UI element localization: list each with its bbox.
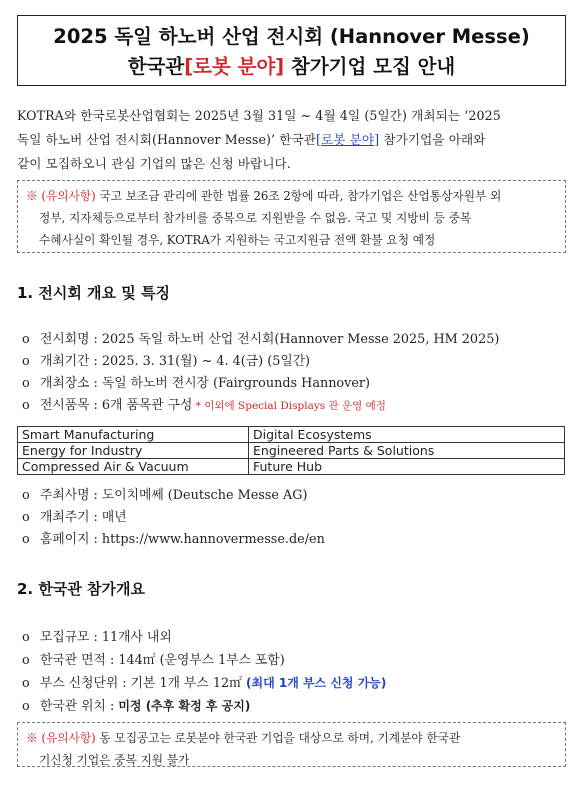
notice-2-line-1 bbox=[26, 727, 557, 749]
bullet-icon: o bbox=[22, 532, 30, 547]
list-item bbox=[22, 507, 570, 529]
subtitle-prefix: 한국관 bbox=[127, 55, 185, 78]
list-item bbox=[22, 395, 570, 417]
table-cell: Digital Ecosystems bbox=[249, 427, 565, 443]
intro-highlight: [로봇 분야] bbox=[316, 132, 380, 147]
intro-line-3: 같이 모집하오니 관심 기업의 많은 신청 바랍니다. bbox=[17, 156, 292, 171]
list-item bbox=[22, 529, 570, 551]
products-note: * 이외에 Special Displays 관 운영 예정 bbox=[192, 400, 386, 412]
title-box bbox=[17, 15, 566, 86]
notice-1-text-1: 국고 보조금 관리에 관한 법률 26조 2항에 따라, 참가기업은 산업통상자원부 외 bbox=[95, 189, 502, 203]
product-table bbox=[17, 426, 565, 475]
list-item bbox=[22, 329, 570, 351]
notice-box-1 bbox=[17, 180, 566, 253]
bullet-icon: o bbox=[22, 630, 30, 645]
table-cell: Smart Manufacturing bbox=[18, 427, 249, 443]
subtitle-highlight: [로봇 분야] bbox=[184, 55, 285, 78]
list-item bbox=[22, 351, 570, 373]
products-label: 전시품목 : 6개 품목관 구성 bbox=[40, 398, 193, 413]
subtitle-suffix: 참가기업 모집 안내 bbox=[284, 55, 456, 78]
notice-2-text-1: 동 모집공고는 로봇분야 한국관 기업을 대상으로 하며, 기계분야 한국관 bbox=[95, 731, 461, 745]
notice-1-line-2: 정부, 지자체등으로부터 참가비를 중복으로 지원받을 수 없음. 국고 및 지방비 등 중복 bbox=[39, 211, 472, 225]
list-item bbox=[22, 485, 570, 507]
section-2-list bbox=[22, 626, 570, 718]
section-1-heading: 1. 전시회 개요 및 특징 bbox=[17, 284, 170, 302]
intro-paragraph bbox=[17, 104, 569, 176]
list-item-text: 개최주기 : 매년 bbox=[40, 510, 127, 525]
table-cell: Future Hub bbox=[249, 459, 565, 475]
booth-limit-highlight: (최대 1개 부스 신청 가능) bbox=[246, 676, 387, 690]
bullet-icon: o bbox=[22, 354, 30, 369]
page-title: 2025 독일 하노버 산업 전시회 (Hannover Messe) bbox=[53, 25, 530, 48]
homepage-link[interactable]: 홈페이지 : https://www.hannovermesse.de/en bbox=[40, 532, 325, 547]
list-item-text: 한국관 면적 : 144㎡ (운영부스 1부스 포함) bbox=[40, 653, 285, 668]
list-item bbox=[22, 626, 570, 649]
bullet-icon: o bbox=[22, 699, 30, 714]
notice-1-line-1 bbox=[26, 185, 557, 207]
bullet-icon: o bbox=[22, 398, 30, 413]
list-item bbox=[22, 695, 570, 718]
intro-line-1: KOTRA와 한국로봇산업협회는 2025년 3월 31일 ~ 4월 4일 (5일간) 개최되는 ‘2025 bbox=[17, 108, 501, 123]
bullet-icon: o bbox=[22, 510, 30, 525]
intro-line-2-post: 참가기업을 아래와 bbox=[379, 132, 486, 147]
table-cell: Engineered Parts & Solutions bbox=[249, 443, 565, 459]
table-cell: Energy for Industry bbox=[18, 443, 249, 459]
list-item-text: 부스 신청단위 : 기본 1개 부스 12㎡ bbox=[40, 676, 246, 691]
section-1-list-2 bbox=[22, 485, 570, 551]
list-item bbox=[22, 672, 570, 695]
table-row bbox=[18, 459, 565, 475]
bullet-icon: o bbox=[22, 676, 30, 691]
bullet-icon: o bbox=[22, 653, 30, 668]
notice-2-line-2: 기신청 기업은 중복 지원 불가 bbox=[39, 753, 190, 767]
intro-line-2 bbox=[17, 128, 569, 152]
bullet-icon: o bbox=[22, 488, 30, 503]
location-highlight: 미정 (추후 확정 후 공지) bbox=[118, 699, 251, 713]
list-item bbox=[22, 649, 570, 672]
page-subtitle bbox=[18, 52, 565, 82]
notice-box-2 bbox=[17, 722, 566, 767]
section-1-list bbox=[22, 329, 570, 417]
list-item-text: 주최사명 : 도이치메쎄 (Deutsche Messe AG) bbox=[40, 488, 308, 503]
list-item-text: 한국관 위치 : bbox=[40, 699, 119, 714]
list-item bbox=[22, 373, 570, 395]
section-2-heading: 2. 한국관 참가개요 bbox=[17, 580, 146, 598]
notice-2-lead: ※ (유의사항) bbox=[26, 731, 96, 745]
list-item-text: 전시회명 : 2025 독일 하노버 산업 전시회(Hannover Messe 2025, HM 2025) bbox=[40, 332, 500, 347]
table-row bbox=[18, 427, 565, 443]
list-item-text: 개최기간 : 2025. 3. 31(월) ~ 4. 4(금) (5일간) bbox=[40, 354, 311, 369]
table-row bbox=[18, 443, 565, 459]
list-item-text: 모집규모 : 11개사 내외 bbox=[40, 630, 172, 645]
bullet-icon: o bbox=[22, 376, 30, 391]
list-item-text: 개최장소 : 독일 하노버 전시장 (Fairgrounds Hannover) bbox=[40, 376, 371, 391]
notice-1-line-3: 수혜사실이 확인될 경우, KOTRA가 지원하는 국고지원금 전액 환불 요청 예정 bbox=[39, 233, 436, 247]
table-cell: Compressed Air & Vacuum bbox=[18, 459, 249, 475]
notice-1-lead: ※ (유의사항) bbox=[26, 189, 96, 203]
intro-line-2-pre: 독일 하노버 산업 전시회(Hannover Messe)’ 한국관 bbox=[17, 132, 317, 147]
bullet-icon: o bbox=[22, 332, 30, 347]
